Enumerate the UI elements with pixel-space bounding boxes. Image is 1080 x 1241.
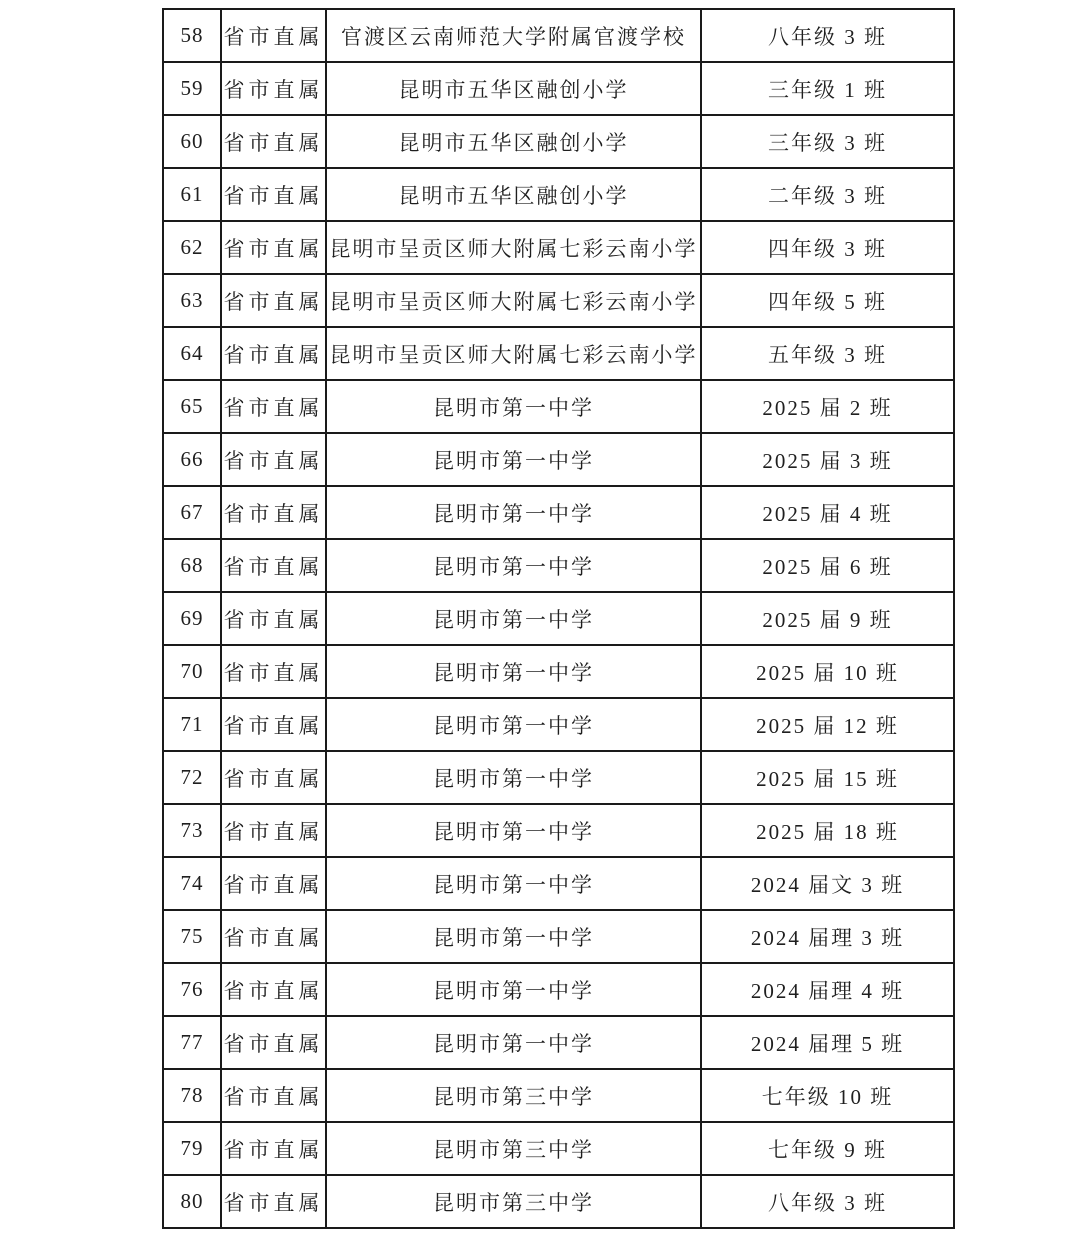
class-name-cell: 七年级 9 班 bbox=[701, 1122, 954, 1175]
table-row bbox=[163, 1122, 954, 1175]
school-name-cell: 昆明市五华区融创小学 bbox=[326, 168, 701, 221]
school-name-cell: 昆明市五华区融创小学 bbox=[326, 62, 701, 115]
school-name-cell: 昆明市呈贡区师大附属七彩云南小学 bbox=[326, 221, 701, 274]
class-name-cell: 八年级 3 班 bbox=[701, 9, 954, 62]
affiliation-cell: 省市直属 bbox=[221, 539, 326, 592]
class-name-cell: 2024 届文 3 班 bbox=[701, 857, 954, 910]
table-row bbox=[163, 645, 954, 698]
school-name-cell: 昆明市第一中学 bbox=[326, 910, 701, 963]
table-row bbox=[163, 804, 954, 857]
school-name-cell: 昆明市第一中学 bbox=[326, 1016, 701, 1069]
affiliation-cell: 省市直属 bbox=[221, 486, 326, 539]
row-number-cell: 60 bbox=[163, 115, 221, 168]
row-number-cell: 58 bbox=[163, 9, 221, 62]
affiliation-cell: 省市直属 bbox=[221, 963, 326, 1016]
school-name-cell: 昆明市第一中学 bbox=[326, 380, 701, 433]
row-number-cell: 70 bbox=[163, 645, 221, 698]
school-name-cell: 昆明市五华区融创小学 bbox=[326, 115, 701, 168]
row-number-cell: 69 bbox=[163, 592, 221, 645]
roster-body bbox=[163, 9, 954, 1228]
affiliation-cell: 省市直属 bbox=[221, 1016, 326, 1069]
row-number-cell: 80 bbox=[163, 1175, 221, 1228]
school-name-cell: 昆明市呈贡区师大附属七彩云南小学 bbox=[326, 327, 701, 380]
row-number-cell: 77 bbox=[163, 1016, 221, 1069]
table-row bbox=[163, 433, 954, 486]
class-name-cell: 2025 届 9 班 bbox=[701, 592, 954, 645]
table-row bbox=[163, 9, 954, 62]
school-name-cell: 昆明市第三中学 bbox=[326, 1069, 701, 1122]
class-name-cell: 四年级 5 班 bbox=[701, 274, 954, 327]
school-name-cell: 昆明市第一中学 bbox=[326, 751, 701, 804]
table-row bbox=[163, 380, 954, 433]
table-row bbox=[163, 1016, 954, 1069]
table-row bbox=[163, 274, 954, 327]
table-row bbox=[163, 1175, 954, 1228]
row-number-cell: 64 bbox=[163, 327, 221, 380]
affiliation-cell: 省市直属 bbox=[221, 1069, 326, 1122]
table-row bbox=[163, 62, 954, 115]
class-name-cell: 三年级 3 班 bbox=[701, 115, 954, 168]
row-number-cell: 66 bbox=[163, 433, 221, 486]
school-name-cell: 昆明市第一中学 bbox=[326, 857, 701, 910]
class-name-cell: 四年级 3 班 bbox=[701, 221, 954, 274]
row-number-cell: 74 bbox=[163, 857, 221, 910]
school-name-cell: 昆明市第一中学 bbox=[326, 592, 701, 645]
table-row bbox=[163, 592, 954, 645]
table-row bbox=[163, 486, 954, 539]
school-name-cell: 昆明市第一中学 bbox=[326, 645, 701, 698]
table-row bbox=[163, 539, 954, 592]
table-row bbox=[163, 1069, 954, 1122]
table-row bbox=[163, 221, 954, 274]
school-roster-table bbox=[162, 8, 955, 1229]
class-name-cell: 2024 届理 5 班 bbox=[701, 1016, 954, 1069]
school-name-cell: 昆明市第三中学 bbox=[326, 1122, 701, 1175]
class-name-cell: 2025 届 18 班 bbox=[701, 804, 954, 857]
class-name-cell: 2025 届 2 班 bbox=[701, 380, 954, 433]
row-number-cell: 59 bbox=[163, 62, 221, 115]
school-name-cell: 昆明市第一中学 bbox=[326, 486, 701, 539]
affiliation-cell: 省市直属 bbox=[221, 221, 326, 274]
class-name-cell: 2025 届 10 班 bbox=[701, 645, 954, 698]
class-name-cell: 2025 届 6 班 bbox=[701, 539, 954, 592]
class-name-cell: 2024 届理 3 班 bbox=[701, 910, 954, 963]
affiliation-cell: 省市直属 bbox=[221, 380, 326, 433]
class-name-cell: 2025 届 4 班 bbox=[701, 486, 954, 539]
school-name-cell: 昆明市第一中学 bbox=[326, 539, 701, 592]
school-name-cell: 昆明市第三中学 bbox=[326, 1175, 701, 1228]
class-name-cell: 八年级 3 班 bbox=[701, 1175, 954, 1228]
affiliation-cell: 省市直属 bbox=[221, 1175, 326, 1228]
row-number-cell: 67 bbox=[163, 486, 221, 539]
class-name-cell: 五年级 3 班 bbox=[701, 327, 954, 380]
class-name-cell: 2025 届 12 班 bbox=[701, 698, 954, 751]
row-number-cell: 72 bbox=[163, 751, 221, 804]
affiliation-cell: 省市直属 bbox=[221, 9, 326, 62]
affiliation-cell: 省市直属 bbox=[221, 698, 326, 751]
affiliation-cell: 省市直属 bbox=[221, 62, 326, 115]
school-name-cell: 昆明市第一中学 bbox=[326, 698, 701, 751]
row-number-cell: 75 bbox=[163, 910, 221, 963]
class-name-cell: 三年级 1 班 bbox=[701, 62, 954, 115]
row-number-cell: 62 bbox=[163, 221, 221, 274]
row-number-cell: 65 bbox=[163, 380, 221, 433]
school-name-cell: 昆明市第一中学 bbox=[326, 963, 701, 1016]
affiliation-cell: 省市直属 bbox=[221, 857, 326, 910]
table-row bbox=[163, 168, 954, 221]
school-name-cell: 昆明市第一中学 bbox=[326, 433, 701, 486]
affiliation-cell: 省市直属 bbox=[221, 804, 326, 857]
table-row bbox=[163, 327, 954, 380]
school-name-cell: 昆明市呈贡区师大附属七彩云南小学 bbox=[326, 274, 701, 327]
affiliation-cell: 省市直属 bbox=[221, 274, 326, 327]
affiliation-cell: 省市直属 bbox=[221, 433, 326, 486]
affiliation-cell: 省市直属 bbox=[221, 1122, 326, 1175]
table-row bbox=[163, 698, 954, 751]
row-number-cell: 79 bbox=[163, 1122, 221, 1175]
affiliation-cell: 省市直属 bbox=[221, 592, 326, 645]
class-name-cell: 2025 届 15 班 bbox=[701, 751, 954, 804]
row-number-cell: 61 bbox=[163, 168, 221, 221]
table-row bbox=[163, 751, 954, 804]
affiliation-cell: 省市直属 bbox=[221, 327, 326, 380]
class-name-cell: 七年级 10 班 bbox=[701, 1069, 954, 1122]
affiliation-cell: 省市直属 bbox=[221, 910, 326, 963]
row-number-cell: 63 bbox=[163, 274, 221, 327]
school-name-cell: 昆明市第一中学 bbox=[326, 804, 701, 857]
row-number-cell: 78 bbox=[163, 1069, 221, 1122]
affiliation-cell: 省市直属 bbox=[221, 168, 326, 221]
school-name-cell: 官渡区云南师范大学附属官渡学校 bbox=[326, 9, 701, 62]
table-row bbox=[163, 963, 954, 1016]
table-row bbox=[163, 115, 954, 168]
row-number-cell: 71 bbox=[163, 698, 221, 751]
table-row bbox=[163, 910, 954, 963]
affiliation-cell: 省市直属 bbox=[221, 751, 326, 804]
affiliation-cell: 省市直属 bbox=[221, 645, 326, 698]
class-name-cell: 2025 届 3 班 bbox=[701, 433, 954, 486]
row-number-cell: 76 bbox=[163, 963, 221, 1016]
affiliation-cell: 省市直属 bbox=[221, 115, 326, 168]
row-number-cell: 68 bbox=[163, 539, 221, 592]
table-row bbox=[163, 857, 954, 910]
class-name-cell: 2024 届理 4 班 bbox=[701, 963, 954, 1016]
class-name-cell: 二年级 3 班 bbox=[701, 168, 954, 221]
row-number-cell: 73 bbox=[163, 804, 221, 857]
